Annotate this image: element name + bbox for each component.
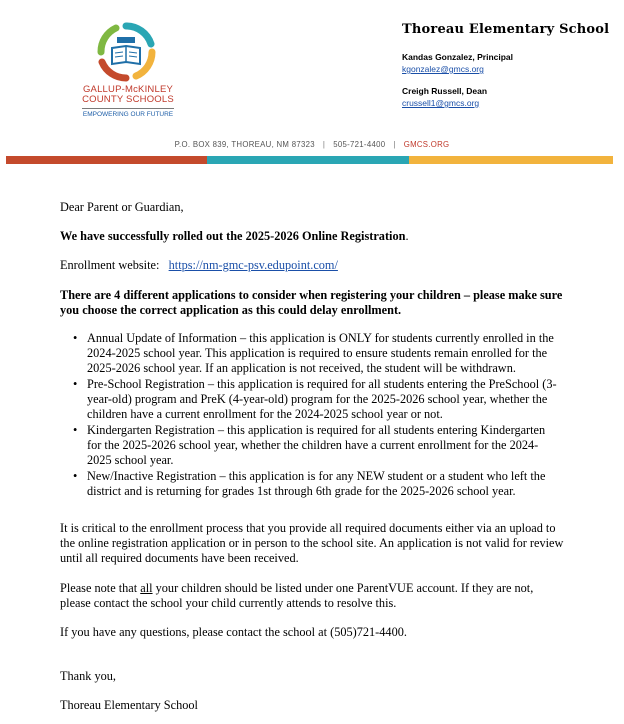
phone-number: 505-721-4400 bbox=[333, 140, 386, 149]
separator: | bbox=[393, 140, 396, 149]
district-name-line1: GALLUP-McKINLEY bbox=[82, 84, 174, 95]
documents-paragraph: It is critical to the enrollment process that you provide all required documents either via an upload to the online registration application or in person to the school site. An application is not valid for review until all required documents have been received. bbox=[60, 521, 564, 565]
enrollment-label: Enrollment website: bbox=[60, 258, 160, 272]
website-link[interactable]: GMCS.ORG bbox=[403, 140, 450, 149]
principal-name: Kandas Gonzalez, Principal bbox=[402, 52, 514, 62]
address-bar bbox=[0, 140, 624, 149]
announcement-bold: We have successfully rolled out the 2025-2026 Online Registration bbox=[60, 229, 406, 243]
separator: | bbox=[322, 140, 326, 149]
dean-name: Creigh Russell, Dean bbox=[402, 86, 488, 96]
enrollment-url-link[interactable]: https://nm-gmc-psv.edupoint.com/ bbox=[168, 258, 338, 272]
list-item: • New/Inactive Registration – this application is for any NEW student or a student who left the district and is returning for grades 1st through 6th grade for the 2025-2026 school year. bbox=[70, 469, 560, 499]
header-stripe-gold bbox=[409, 156, 613, 164]
district-tagline: EMPOWERING OUR FUTURE bbox=[82, 111, 174, 118]
closing: Thank you, bbox=[60, 669, 117, 683]
school-name: Thoreau Elementary School bbox=[402, 22, 610, 37]
note-after: your children should be listed under one ParentVUE account. If they are not, please contact the school your child currently attends to resolve this. bbox=[60, 581, 534, 610]
list-item: • Annual Update of Information – this application is ONLY for students currently enrolled in the 2024-2025 school year. This application is required to ensure students remain enrolled for the 2025-2026 school year. If an application is not received, the student will be withdrawn. bbox=[70, 331, 560, 376]
announcement-period: . bbox=[405, 229, 409, 243]
parentvue-paragraph bbox=[60, 581, 564, 611]
signature: Thoreau Elementary School bbox=[60, 698, 198, 712]
questions-paragraph: If you have any questions, please contact the school at (505)721-4400. bbox=[60, 625, 407, 639]
header-stripe-red bbox=[6, 156, 207, 164]
enrollment-line bbox=[60, 258, 568, 273]
district-name-line2: COUNTY SCHOOLS bbox=[82, 94, 174, 105]
principal-email-link[interactable]: kgonzalez@gmcs.org bbox=[402, 64, 484, 74]
note-emphasis: all bbox=[140, 581, 153, 595]
dean-email-link[interactable]: crussell1@gmcs.org bbox=[402, 98, 480, 108]
logo-divider bbox=[82, 108, 174, 109]
application-notice: There are 4 different applications to consider when registering your children – please make sure you choose the correct application as this could delay enrollment. bbox=[60, 288, 563, 317]
district-logo-icon bbox=[96, 22, 156, 82]
mailing-address: P.O. BOX 839, THOREAU, NM 87323 bbox=[174, 140, 315, 149]
application-list bbox=[70, 331, 560, 500]
announcement bbox=[60, 229, 568, 244]
header-stripe-teal bbox=[207, 156, 409, 164]
list-item: • Kindergarten Registration – this application is required for all students entering Kindergarten for the 2025-2026 school year, whether the children have a current enrollment for the 2024-2025 school year. bbox=[70, 423, 560, 468]
salutation: Dear Parent or Guardian, bbox=[60, 200, 184, 214]
list-item: • Pre-School Registration – this application is required for all students entering the PreSchool (3-year-old) program and PreK (4-year-old) program for the 2025-2026 school year, whether the children have a current enrollment for the 2024-2025 school year or not. bbox=[70, 377, 560, 422]
note-before: Please note that bbox=[60, 581, 141, 595]
